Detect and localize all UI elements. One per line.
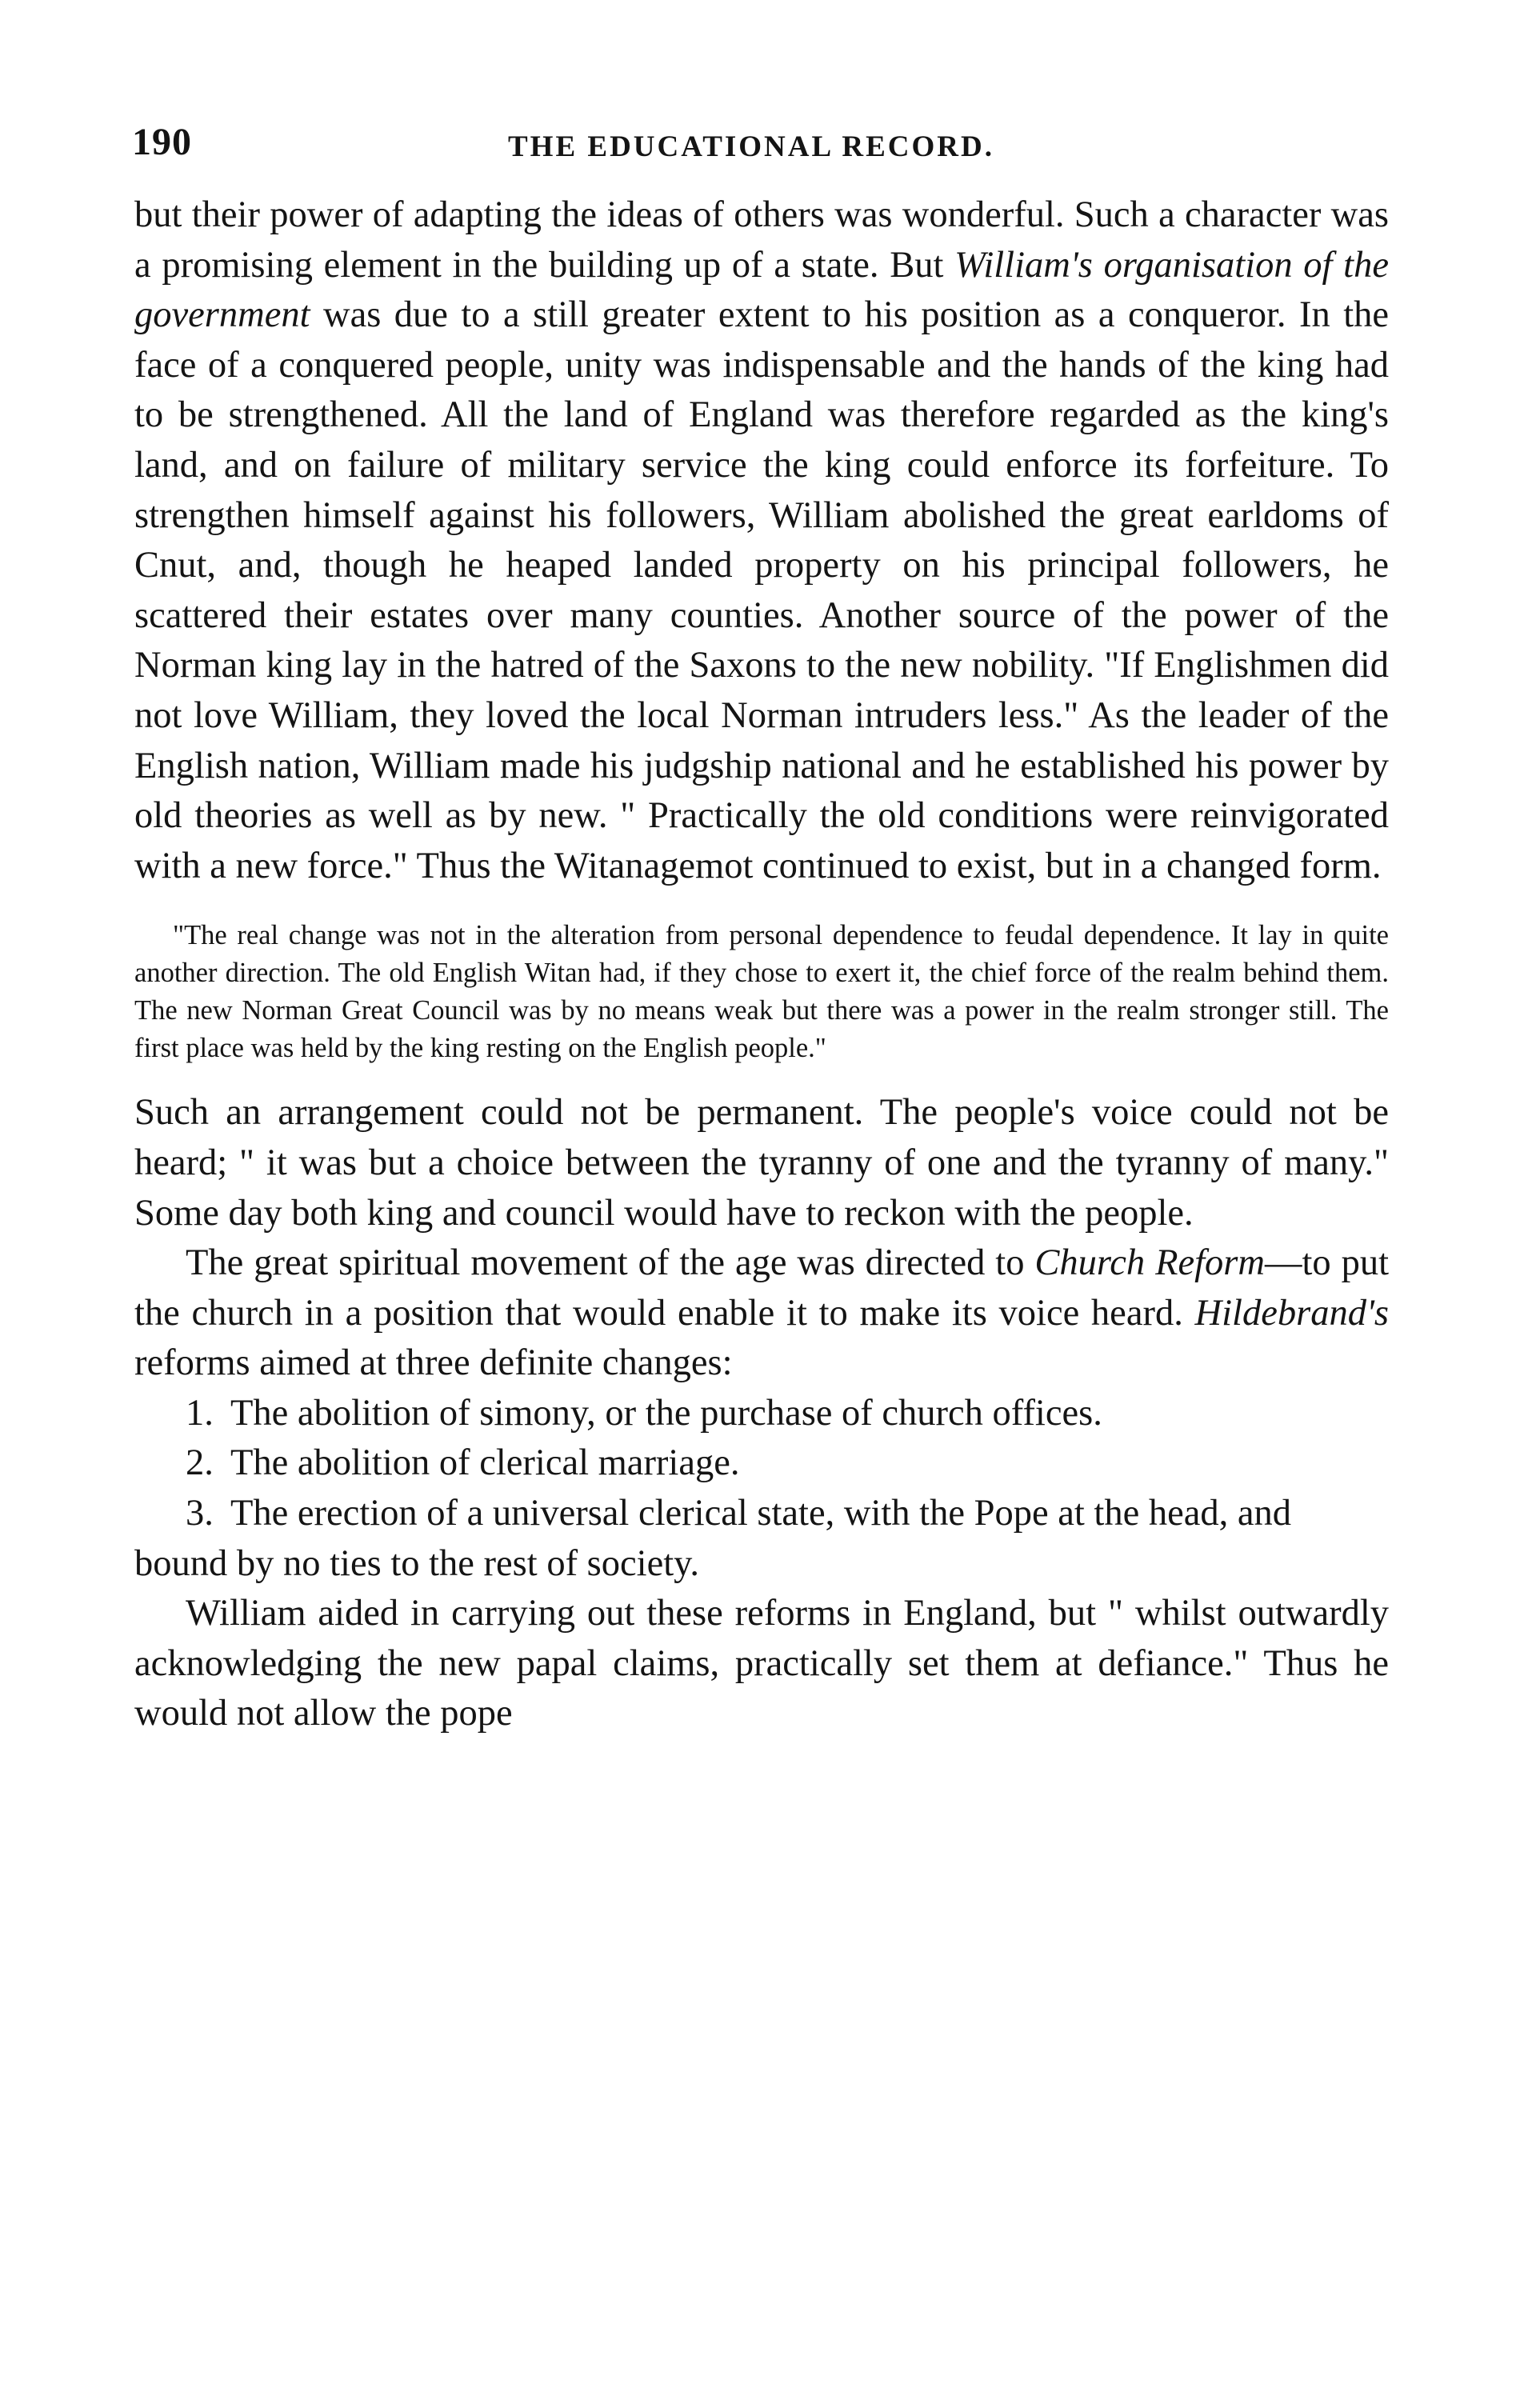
running-title: THE EDUCATIONAL RECORD. <box>508 130 994 163</box>
list-item <box>134 1489 1389 1589</box>
paragraph-3-text-c: reforms aimed at three definite changes: <box>134 1342 733 1384</box>
list-item-number: 2. <box>186 1442 214 1484</box>
paragraph-4-text: William aided in carrying out these reforms in England, but " whilst outwardly acknowledging the new papal claims, practically set them at defiance." Thus he would not allow the pope <box>134 1593 1389 1734</box>
block-quote-text: "The real change was not in the alteration from personal dependence to feudal dependence. It lay in quite another direction. The old English Witan had, if they chose to exert it, the chief force of the realm behind them. The new Norman Great Council was by no means weak but there was a power in the realm stronger still. The first place was held by the king resting on the English people." <box>134 920 1389 1064</box>
list-item-text: The abolition of simony, or the purchase of church offices. <box>230 1392 1102 1434</box>
list-item-text: The abolition of clerical marriage. <box>230 1442 740 1484</box>
list-item-number: 3. <box>186 1493 214 1534</box>
paragraph-3-text-a: The great spiritual movement of the age was directed to <box>186 1242 1035 1284</box>
paragraph-3-text-b: —to put the church in a position that would enable it to make its voice heard. <box>134 1242 1390 1334</box>
reform-list <box>134 1389 1389 1589</box>
page-header <box>132 120 1412 176</box>
paragraph-2 <box>134 1088 1389 1238</box>
paragraph-3-italic-a: Church Reform <box>1034 1242 1265 1284</box>
paragraph-3 <box>134 1238 1389 1389</box>
list-item-number: 1. <box>186 1392 214 1434</box>
list-item <box>134 1389 1389 1439</box>
page-number: 190 <box>132 121 192 163</box>
paragraph-1-italic: William's organisation of the government <box>134 244 1389 336</box>
paragraph-4 <box>134 1589 1389 1739</box>
paragraph-1-text-a: but their power of adapting the ideas of others was wonderful. Such a character was a promising element in the building up of a state. But <box>134 194 1389 286</box>
paragraph-1-text-b: was due to a still greater extent to his position as a conqueror. In the face of a conquered people, unity was indispensable and the hands of the king had to be strengthened. All the land of England was therefore regarded as the king's land, and on failure of military service the king could enforce its forfeiture. To strengthen himself against his followers, William abolished the great earldoms of Cnut, and, though he heaped landed property on his principal followers, he scattered their estates over many counties. Another source of the power of the Norman king lay in the hatred of the Saxons to the new nobility. "If Englishmen did not love William, they loved the local Norman intruders less." As the leader of the English nation, William made his judgship national and he established his power by old theories as well as by new. " Practically the old conditions were reinvigorated with a new force." Thus the Witanagemot continued to exist, but in a changed form. <box>134 294 1389 886</box>
paragraph-3-italic-b: Hildebrand's <box>1194 1292 1389 1334</box>
list-item-text: The erection of a universal clerical state, with the Pope at the head, and bound by no ties to the rest of society. <box>134 1493 1291 1584</box>
list-item <box>134 1438 1389 1489</box>
paragraph-2-text: Such an arrangement could not be permanent. The people's voice could not be heard; " it was but a choice between the tyranny of one and the tyranny of many." Some day both king and council would have to reckon with the people. <box>134 1092 1389 1234</box>
paragraph-1 <box>134 190 1389 891</box>
block-quote <box>134 917 1389 1067</box>
body-text <box>134 190 1389 1739</box>
